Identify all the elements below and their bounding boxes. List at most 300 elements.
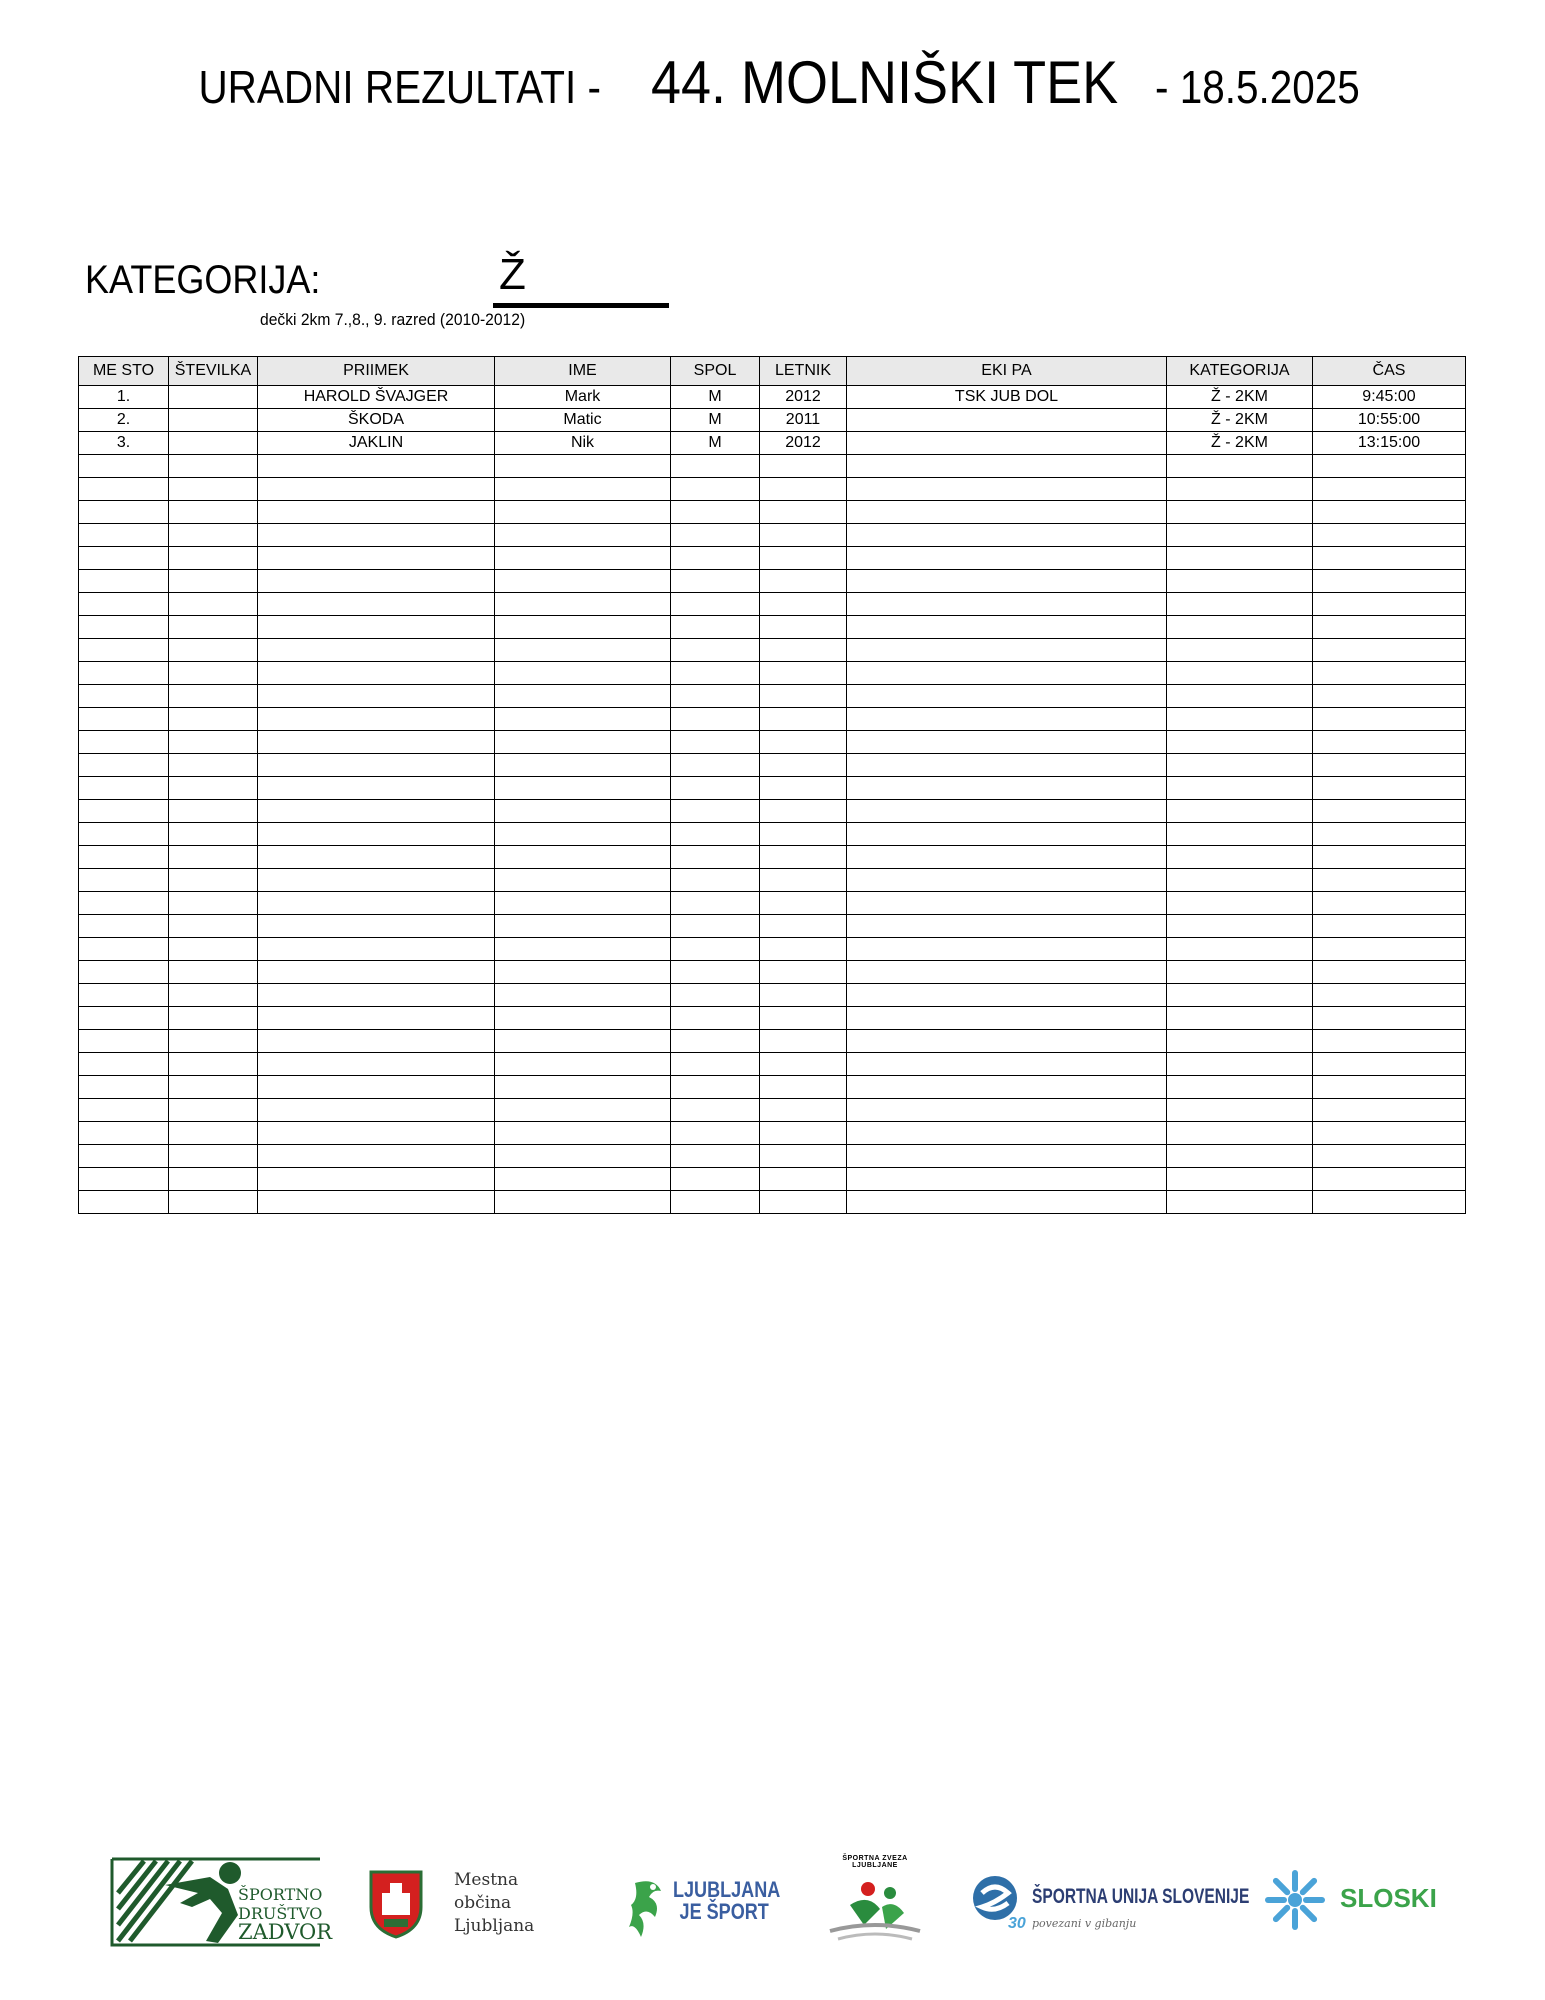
table-row-empty [79,662,1466,685]
empty-cell [169,685,258,708]
empty-cell [169,846,258,869]
empty-cell [79,892,169,915]
empty-cell [760,685,847,708]
empty-cell [1167,754,1313,777]
empty-cell [1167,915,1313,938]
empty-cell [760,1122,847,1145]
table-row-empty [79,1030,1466,1053]
logo-ljubljana-je-sport [625,1877,781,1947]
empty-cell [258,501,495,524]
cell-letnik: 2012 [760,432,847,455]
results-table [78,356,1466,1214]
empty-cell [1313,800,1466,823]
empty-cell [1313,501,1466,524]
col-header-stevilka: ŠTEVILKA [169,357,258,386]
results-body [79,386,1466,1214]
empty-cell [671,478,760,501]
table-row-empty [79,984,1466,1007]
empty-cell [495,1076,671,1099]
empty-cell [1313,1191,1466,1214]
empty-cell [1313,708,1466,731]
empty-cell [169,708,258,731]
empty-cell [79,823,169,846]
empty-cell [169,777,258,800]
table-row [79,386,1466,409]
empty-cell [671,892,760,915]
empty-cell [79,501,169,524]
empty-cell [760,547,847,570]
empty-cell [1167,1145,1313,1168]
empty-cell [169,892,258,915]
empty-cell [495,501,671,524]
table-row-empty [79,570,1466,593]
empty-cell [847,731,1167,754]
empty-cell [169,1168,258,1191]
title-date: - 18.5.2025 [1154,61,1360,113]
empty-cell [495,570,671,593]
empty-cell [79,524,169,547]
empty-cell [671,547,760,570]
title-prefix: URADNI REZULTATI - [198,61,602,113]
empty-cell [1313,869,1466,892]
athletes-icon [820,1869,930,1949]
empty-cell [760,570,847,593]
empty-cell [1313,455,1466,478]
empty-cell [169,570,258,593]
empty-cell [847,915,1167,938]
empty-cell [169,823,258,846]
cell-cas: 13:15:00 [1313,432,1466,455]
empty-cell [258,869,495,892]
mol-line1: Mestna občina [454,1870,519,1913]
empty-cell [1313,616,1466,639]
empty-cell [1313,524,1466,547]
col-header-letnik: LETNIK [760,357,847,386]
empty-cell [79,754,169,777]
empty-cell [1313,823,1466,846]
empty-cell [169,593,258,616]
empty-cell [671,708,760,731]
logo-zadvor [110,1855,333,1947]
empty-cell [79,800,169,823]
empty-cell [1167,1099,1313,1122]
empty-cell [847,938,1167,961]
empty-cell [671,1007,760,1030]
empty-cell [495,593,671,616]
empty-cell [671,662,760,685]
empty-cell [495,892,671,915]
empty-cell [671,616,760,639]
table-row-empty [79,1099,1466,1122]
empty-cell [1313,1168,1466,1191]
empty-cell [1313,1122,1466,1145]
category-value: Ž [493,250,669,308]
zadvor-line1: ŠPORTNO [238,1885,323,1904]
empty-cell [1167,1191,1313,1214]
empty-cell [1313,1053,1466,1076]
empty-cell [169,662,258,685]
empty-cell [847,524,1167,547]
table-row-empty [79,708,1466,731]
cell-priimek: HAROLD ŠVAJGER [258,386,495,409]
empty-cell [258,455,495,478]
empty-cell [258,570,495,593]
empty-cell [495,1122,671,1145]
empty-cell [671,731,760,754]
empty-cell [1167,1076,1313,1099]
col-header-ekipa: EKI PA [847,357,1167,386]
cell-kategorija: Ž - 2KM [1167,409,1313,432]
empty-cell [760,846,847,869]
cell-mesto: 2. [79,409,169,432]
empty-cell [847,501,1167,524]
cell-ekipa: TSK JUB DOL [847,386,1167,409]
cell-ime: Mark [495,386,671,409]
empty-cell [169,869,258,892]
empty-cell [1313,1145,1466,1168]
empty-cell [1167,593,1313,616]
empty-cell [760,777,847,800]
empty-cell [671,984,760,1007]
empty-cell [760,938,847,961]
empty-cell [671,1076,760,1099]
empty-cell [495,846,671,869]
table-row-empty [79,754,1466,777]
empty-cell [847,869,1167,892]
empty-cell [495,639,671,662]
empty-cell [258,961,495,984]
empty-cell [671,685,760,708]
empty-cell [79,1145,169,1168]
col-header-kategorija: KATEGORIJA [1167,357,1313,386]
empty-cell [495,1099,671,1122]
empty-cell [79,593,169,616]
col-header-spol: SPOL [671,357,760,386]
empty-cell [79,1007,169,1030]
category-label: KATEGORIJA: [85,258,321,302]
empty-cell [495,1191,671,1214]
cell-ime: Nik [495,432,671,455]
empty-cell [79,570,169,593]
empty-cell [169,524,258,547]
document-title [0,48,1545,117]
empty-cell [495,1053,671,1076]
empty-cell [671,593,760,616]
empty-cell [671,1122,760,1145]
cell-spol: M [671,386,760,409]
table-row-empty [79,938,1466,961]
empty-cell [79,662,169,685]
empty-cell [1167,455,1313,478]
empty-cell [760,892,847,915]
cell-kategorija: Ž - 2KM [1167,432,1313,455]
empty-cell [671,1145,760,1168]
empty-cell [258,1030,495,1053]
empty-cell [258,984,495,1007]
sloski-text: SLOSKI [1340,1883,1437,1913]
empty-cell [760,754,847,777]
empty-cell [1167,869,1313,892]
empty-cell [258,478,495,501]
empty-cell [760,1099,847,1122]
empty-cell [671,455,760,478]
empty-cell [495,777,671,800]
empty-cell [760,524,847,547]
cell-cas: 10:55:00 [1313,409,1466,432]
col-header-priimek: PRIIMEK [258,357,495,386]
empty-cell [847,846,1167,869]
zadvor-line3: ZADVOR [238,1920,333,1944]
empty-cell [1167,892,1313,915]
empty-cell [760,1007,847,1030]
empty-cell [79,938,169,961]
empty-cell [79,869,169,892]
empty-cell [847,984,1167,1007]
empty-cell [495,800,671,823]
empty-cell [1167,800,1313,823]
empty-cell [495,915,671,938]
empty-cell [1167,731,1313,754]
cell-spol: M [671,432,760,455]
coat-of-arms-icon [368,1869,424,1939]
empty-cell [79,639,169,662]
empty-cell [258,892,495,915]
sponsor-logos [110,1855,1440,1955]
empty-cell [258,1191,495,1214]
empty-cell [169,455,258,478]
empty-cell [79,1099,169,1122]
empty-cell [671,1053,760,1076]
empty-cell [847,1122,1167,1145]
empty-cell [169,915,258,938]
empty-cell [79,478,169,501]
cell-cas: 9:45:00 [1313,386,1466,409]
empty-cell [258,1053,495,1076]
empty-cell [671,1168,760,1191]
empty-cell [258,938,495,961]
empty-cell [1313,754,1466,777]
empty-cell [258,547,495,570]
table-header-row [79,357,1466,386]
logo-sloski [1262,1867,1437,1937]
table-row-empty [79,685,1466,708]
empty-cell [671,1191,760,1214]
empty-cell [258,1099,495,1122]
empty-cell [847,754,1167,777]
logo-mol [368,1869,568,1949]
empty-cell [1313,1007,1466,1030]
empty-cell [1167,1030,1313,1053]
empty-cell [760,800,847,823]
empty-cell [495,823,671,846]
szl-text: ŠPORTNA ZVEZA LJUBLJANE [842,1855,908,1869]
table-row-empty [79,524,1466,547]
cell-ekipa [847,432,1167,455]
empty-cell [1167,570,1313,593]
cell-kategorija: Ž - 2KM [1167,386,1313,409]
empty-cell [79,1122,169,1145]
sus-name: ŠPORTNA UNIJA SLOVENIJE [1032,1885,1250,1908]
empty-cell [1167,501,1313,524]
empty-cell [671,846,760,869]
empty-cell [847,1099,1167,1122]
empty-cell [847,547,1167,570]
empty-cell [495,662,671,685]
cell-ime: Matic [495,409,671,432]
empty-cell [79,846,169,869]
empty-cell [1167,616,1313,639]
empty-cell [169,1076,258,1099]
empty-cell [169,1053,258,1076]
table-row-empty [79,501,1466,524]
empty-cell [258,1076,495,1099]
empty-cell [847,708,1167,731]
empty-cell [760,1145,847,1168]
table-row-empty [79,1168,1466,1191]
empty-cell [671,777,760,800]
empty-cell [169,501,258,524]
empty-cell [169,478,258,501]
empty-cell [847,662,1167,685]
table-row-empty [79,547,1466,570]
cell-stevilka [169,432,258,455]
empty-cell [760,1030,847,1053]
title-event: 44. MOLNIŠKI TEK [651,49,1119,116]
empty-cell [1313,846,1466,869]
cell-mesto: 3. [79,432,169,455]
table-row-empty [79,846,1466,869]
empty-cell [671,754,760,777]
empty-cell [258,800,495,823]
empty-cell [79,708,169,731]
empty-cell [495,616,671,639]
empty-cell [1167,1168,1313,1191]
cell-mesto: 1. [79,386,169,409]
table-row-empty [79,616,1466,639]
empty-cell [847,593,1167,616]
ljs-line2: JE ŠPORT [679,1899,769,1924]
empty-cell [847,1007,1167,1030]
empty-cell [169,639,258,662]
empty-cell [847,777,1167,800]
table-row [79,409,1466,432]
empty-cell [1167,1007,1313,1030]
empty-cell [760,915,847,938]
empty-cell [847,1145,1167,1168]
table-row-empty [79,1007,1466,1030]
empty-cell [169,1145,258,1168]
empty-cell [760,501,847,524]
empty-cell [169,961,258,984]
table-row-empty [79,639,1466,662]
table-row-empty [79,478,1466,501]
empty-cell [1313,915,1466,938]
empty-cell [495,984,671,1007]
empty-cell [1167,961,1313,984]
empty-cell [1167,685,1313,708]
empty-cell [495,754,671,777]
empty-cell [495,961,671,984]
category-description: dečki 2km 7.,8., 9. razred (2010-2012) [260,310,526,329]
empty-cell [495,685,671,708]
empty-cell [760,1053,847,1076]
empty-cell [169,1191,258,1214]
empty-cell [1313,961,1466,984]
empty-cell [1167,846,1313,869]
empty-cell [1167,478,1313,501]
empty-cell [1313,1076,1466,1099]
empty-cell [79,547,169,570]
empty-cell [495,708,671,731]
empty-cell [169,547,258,570]
empty-cell [258,1168,495,1191]
empty-cell [671,823,760,846]
empty-cell [495,524,671,547]
mol-line2: Ljubljana [454,1916,535,1936]
sus-tagline: povezani v gibanju [1032,1917,1137,1930]
empty-cell [847,823,1167,846]
empty-cell [169,938,258,961]
empty-cell [258,846,495,869]
empty-cell [1313,731,1466,754]
empty-cell [79,984,169,1007]
empty-cell [671,938,760,961]
table-row-empty [79,1076,1466,1099]
empty-cell [760,1168,847,1191]
empty-cell [169,731,258,754]
empty-cell [1167,823,1313,846]
logo-sportna-unija-slovenije [970,1873,1250,1943]
empty-cell [847,685,1167,708]
empty-cell [258,1122,495,1145]
empty-cell [1313,685,1466,708]
empty-cell [79,915,169,938]
col-header-ime: IME [495,357,671,386]
empty-cell [169,1099,258,1122]
empty-cell [1167,662,1313,685]
cell-letnik: 2012 [760,386,847,409]
empty-cell [79,616,169,639]
empty-cell [79,1168,169,1191]
table-row [79,432,1466,455]
table-row-empty [79,892,1466,915]
empty-cell [258,685,495,708]
cell-priimek: JAKLIN [258,432,495,455]
empty-cell [79,455,169,478]
empty-cell [760,593,847,616]
empty-cell [760,1191,847,1214]
empty-cell [760,478,847,501]
empty-cell [671,961,760,984]
col-header-cas: ČAS [1313,357,1466,386]
empty-cell [847,961,1167,984]
empty-cell [79,1076,169,1099]
table-row-empty [79,593,1466,616]
table-row-empty [79,1122,1466,1145]
empty-cell [1313,570,1466,593]
empty-cell [495,1145,671,1168]
empty-cell [847,892,1167,915]
empty-cell [79,1030,169,1053]
empty-cell [258,639,495,662]
logo-sportna-zveza-ljubljane [820,1855,930,1955]
empty-cell [1313,547,1466,570]
empty-cell [495,1007,671,1030]
empty-cell [258,593,495,616]
empty-cell [760,455,847,478]
empty-cell [258,754,495,777]
empty-cell [169,754,258,777]
